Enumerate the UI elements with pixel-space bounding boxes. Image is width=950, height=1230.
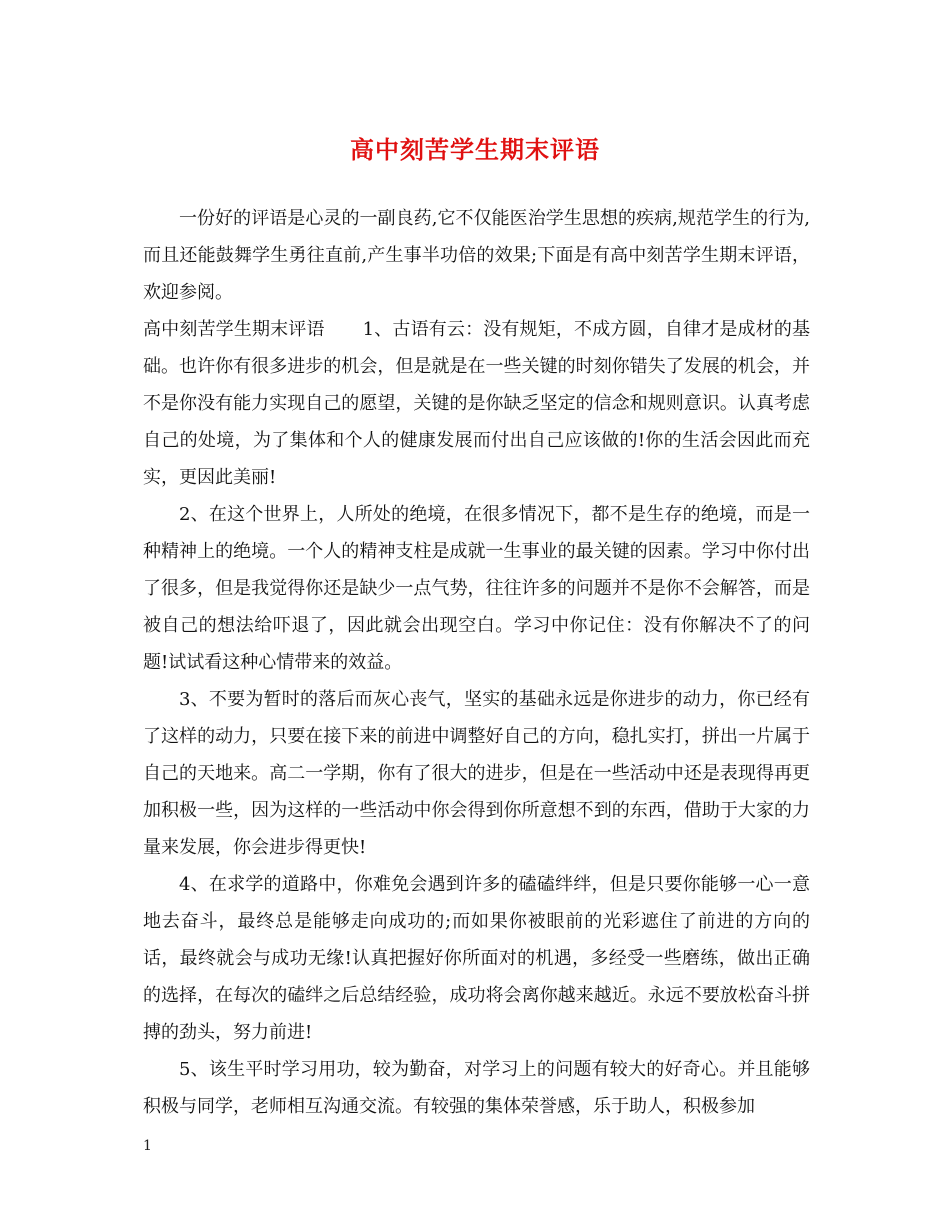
document-body (143, 200, 810, 1125)
page-number: 1 (143, 1138, 152, 1154)
document-title: 高中刻苦学生期末评语 (350, 135, 600, 164)
item-3-paragraph: 3、不要为暂时的落后而灰心丧气，坚实的基础永远是你进步的动力，你已经有了这样的动力，只要在接下来的前进中调整好自己的方向，稳扎实打，拼出一片属于自己的天地来。高二一学期，你有了很大的进步，但是在一些活动中还是表现得再更加积极一些，因为这样的一些活动中你会得到你所意想不到的东西，借助于大家的力量来发展，你会进步得更快! (143, 689, 810, 858)
item-5-paragraph: 5、该生平时学习用功，较为勤奋，对学习上的问题有较大的好奇心。并且能够积极与同学，老师相互沟通交流。有较强的集体荣誉感，乐于助人，积极参加 (143, 1059, 810, 1117)
item-2-paragraph: 2、在这个世界上，人所处的绝境，在很多情况下，都不是生存的绝境，而是一种精神上的绝境。一个人的精神支柱是成就一生事业的最关键的因素。学习中你付出了很多，但是我觉得你还是缺少一点气势，往往许多的问题并不是你不会解答，而是被自己的想法给吓退了，因此就会出现空白。学习中你记住：没有你解决不了的问题!试试看这种心情带来的效益。 (143, 504, 810, 673)
intro-paragraph: 一份好的评语是心灵的一副良药,它不仅能医治学生思想的疾病,规范学生的行为,而且还能鼓舞学生勇往直前,产生事半功倍的效果;下面是有高中刻苦学生期末评语，欢迎参阅。 (143, 208, 810, 303)
item-4-paragraph: 4、在求学的道路中，你难免会遇到许多的磕磕绊绊，但是只要你能够一心一意地去奋斗，最终总是能够走向成功的;而如果你被眼前的光彩遮住了前进的方向的话，最终就会与成功无缘!认真把握好你所面对的机遇，多经受一些磨练，做出正确的选择，在每次的磕绊之后总结经验，成功将会离你越来越近。永远不要放松奋斗拼搏的劲头，努力前进! (143, 874, 810, 1043)
item-1-text: 1、古语有云：没有规矩，不成方圆，自律才是成材的基础。也许你有很多进步的机会，但是就是在一些关键的时刻你错失了发展的机会，并不是你没有能力实现自己的愿望，关键的是你缺乏坚定的信念和规则意识。认真考虑自己的处境，为了集体和个人的健康发展而付出自己应该做的!你的生活会因此而充实，更因此美丽! (143, 319, 811, 488)
section-paragraph-1 (143, 311, 810, 496)
section-heading: 高中刻苦学生期末评语 (143, 319, 325, 340)
